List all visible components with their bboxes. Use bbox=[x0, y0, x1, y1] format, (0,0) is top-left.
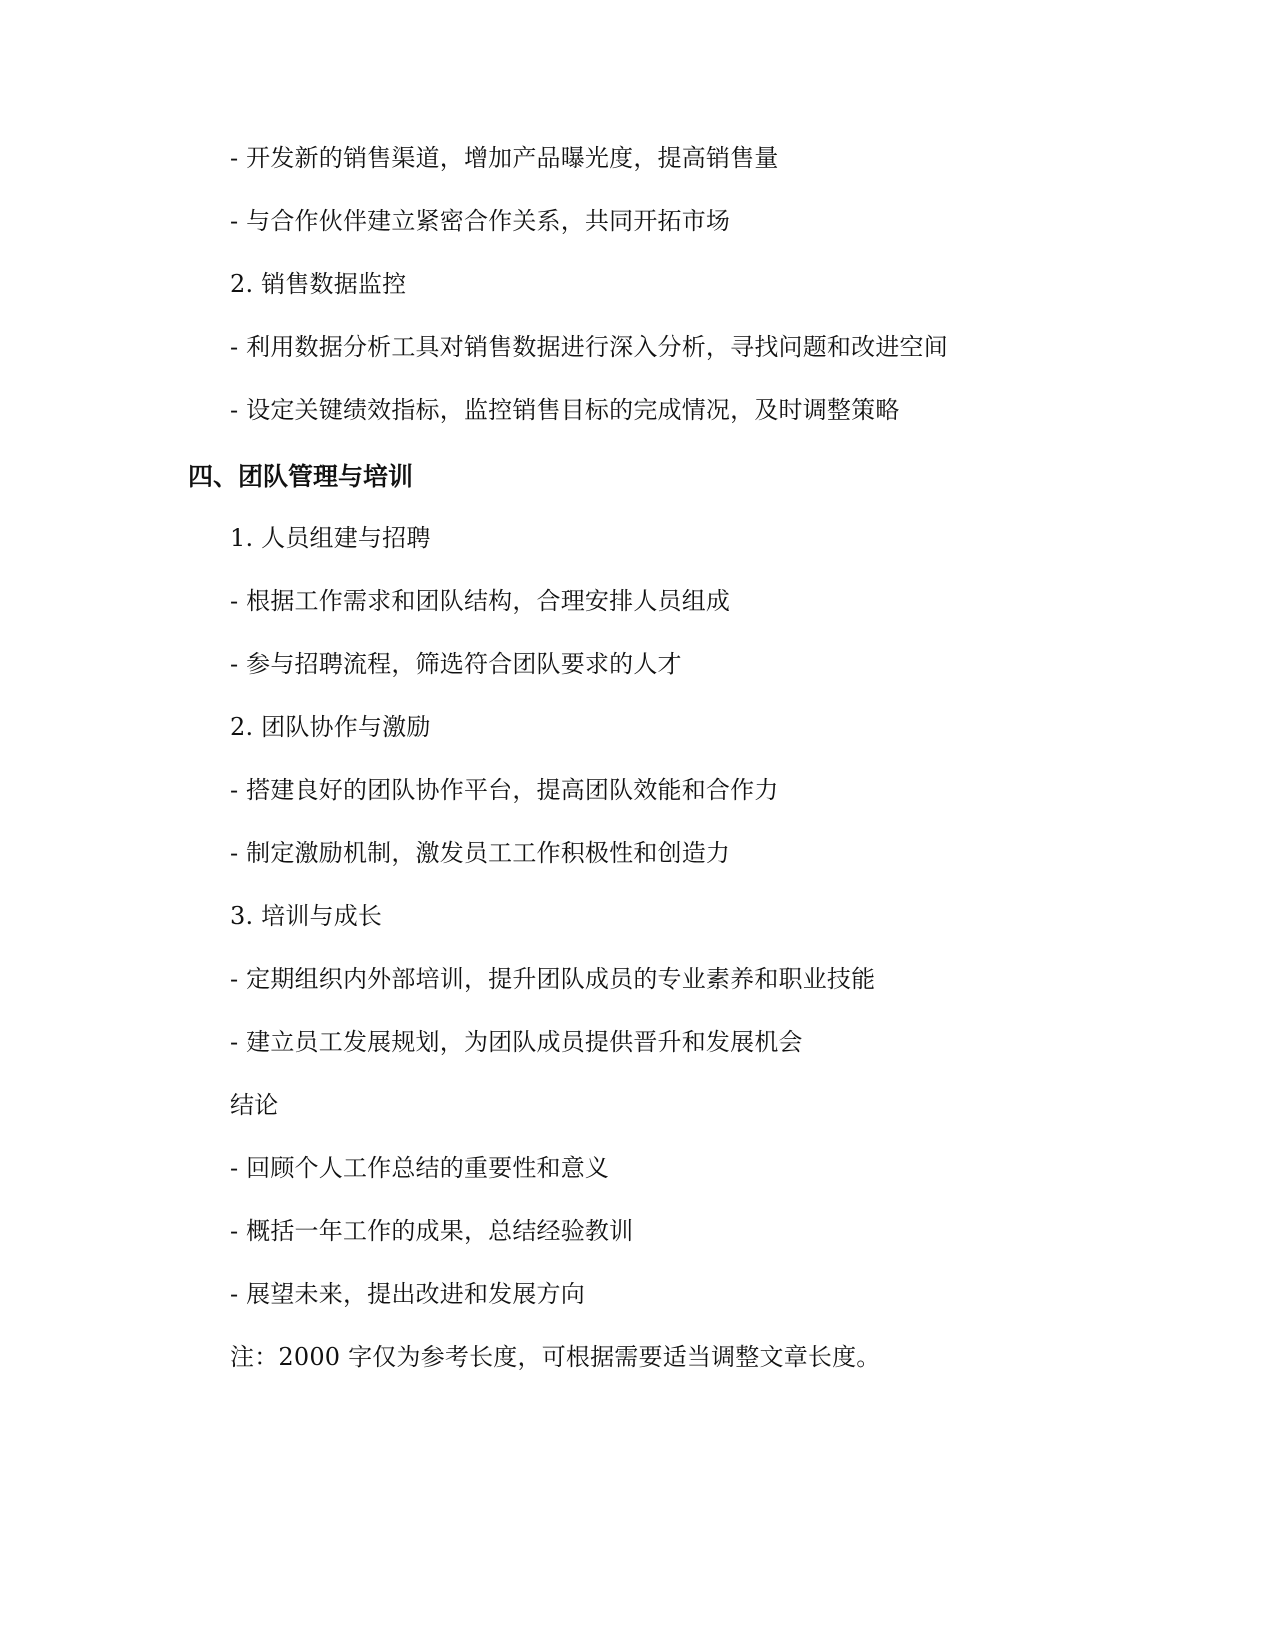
note-line: 注：2000 字仅为参考长度，可根据需要适当调整文章长度。 bbox=[230, 1343, 881, 1371]
bullet-line: - 制定激励机制，激发员工工作积极性和创造力 bbox=[230, 839, 731, 867]
bullet-line: - 参与招聘流程，筛选符合团队要求的人才 bbox=[230, 650, 682, 678]
bullet-line: - 建立员工发展规划，为团队成员提供晋升和发展机会 bbox=[230, 1028, 803, 1056]
section-heading: 四、团队管理与培训 bbox=[188, 462, 414, 491]
bullet-line: - 展望未来，提出改进和发展方向 bbox=[230, 1280, 585, 1308]
subsection-title: 1. 人员组建与招聘 bbox=[230, 524, 431, 552]
bullet-line: - 设定关键绩效指标，监控销售目标的完成情况，及时调整策略 bbox=[230, 396, 900, 424]
bullet-line: - 搭建良好的团队协作平台，提高团队效能和合作力 bbox=[230, 776, 779, 804]
bullet-line: - 开发新的销售渠道，增加产品曝光度，提高销售量 bbox=[230, 144, 779, 172]
subsection-title: 3. 培训与成长 bbox=[230, 902, 383, 930]
bullet-line: - 定期组织内外部培训，提升团队成员的专业素养和职业技能 bbox=[230, 965, 876, 993]
subsection-title: 2. 销售数据监控 bbox=[230, 270, 407, 298]
bullet-line: - 概括一年工作的成果，总结经验教训 bbox=[230, 1217, 634, 1245]
bullet-line: - 回顾个人工作总结的重要性和意义 bbox=[230, 1154, 610, 1182]
subsection-title: 2. 团队协作与激励 bbox=[230, 713, 431, 741]
bullet-line: - 根据工作需求和团队结构，合理安排人员组成 bbox=[230, 587, 731, 615]
bullet-line: - 利用数据分析工具对销售数据进行深入分析，寻找问题和改进空间 bbox=[230, 333, 948, 361]
bullet-line: - 与合作伙伴建立紧密合作关系，共同开拓市场 bbox=[230, 207, 731, 235]
conclusion-title: 结论 bbox=[230, 1091, 279, 1119]
